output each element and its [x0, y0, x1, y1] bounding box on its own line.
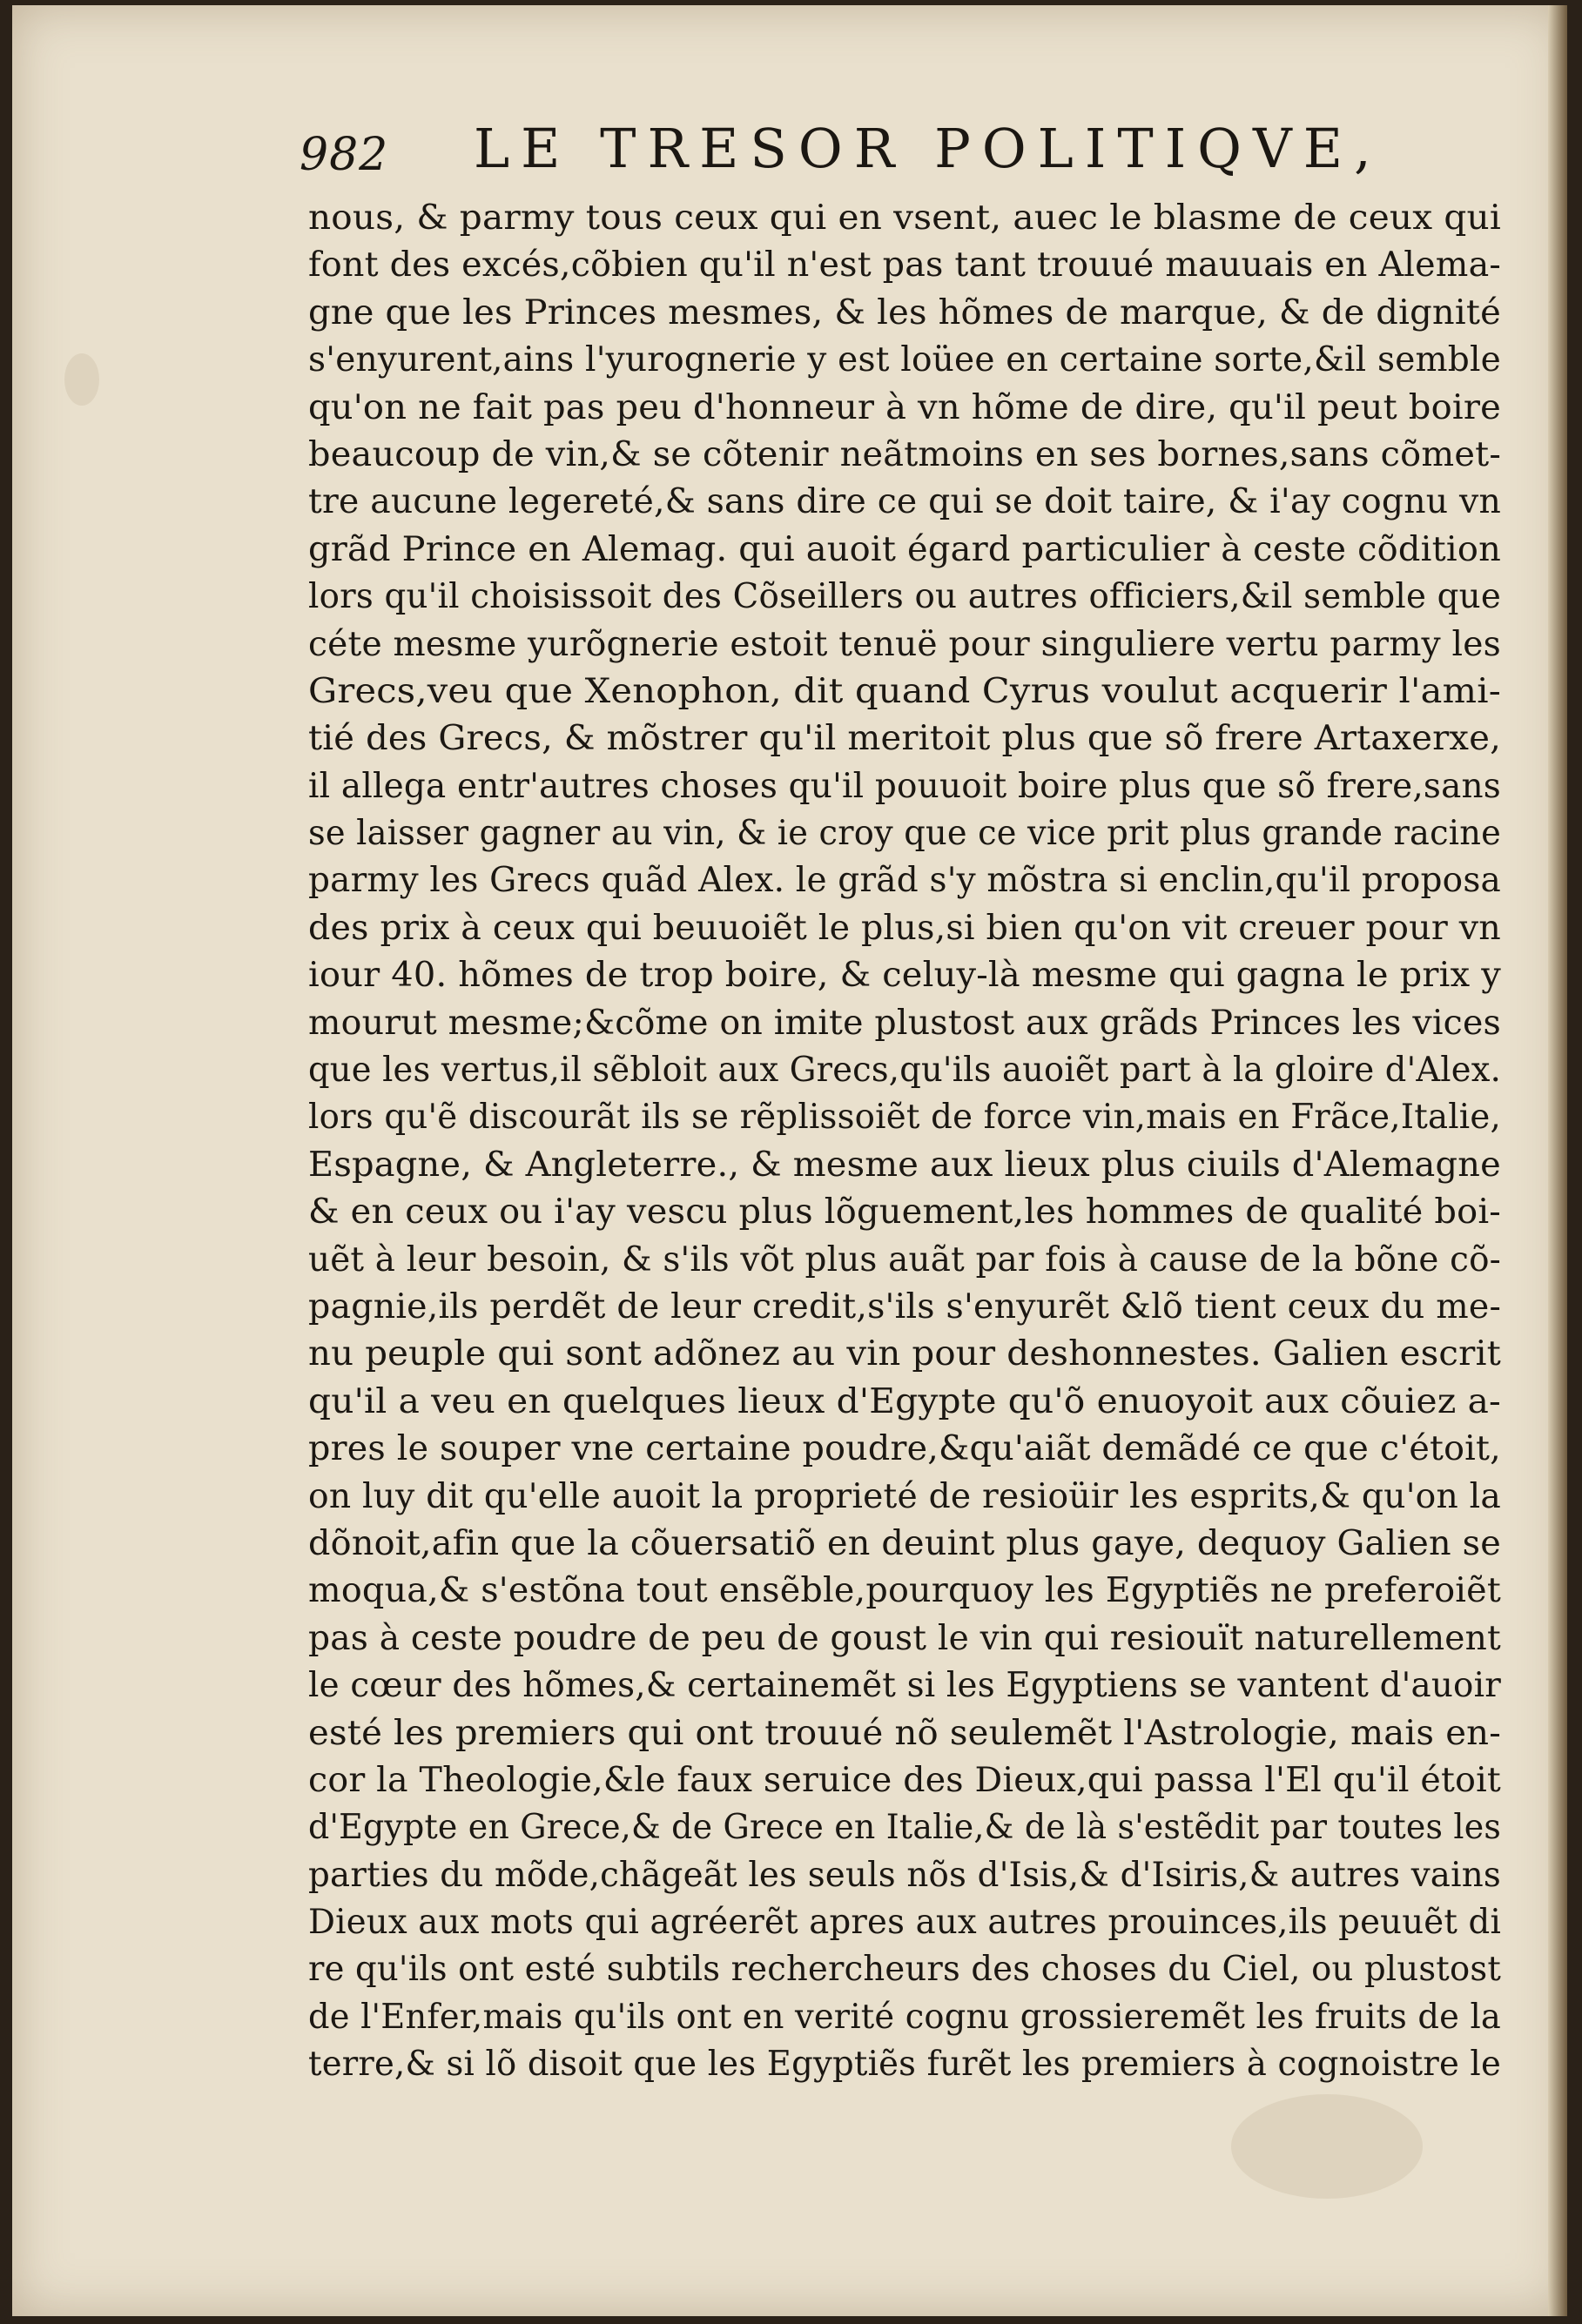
text-line: gne que les Princes mesmes, & les hõmes de marque, & de dignité [308, 292, 1501, 332]
text-line: pagnie,ils perdẽt de leur credit,s'ils s'enyurẽt &lõ tient ceux du me- [308, 1286, 1501, 1327]
text-line: pas à ceste poudre de peu de goust le vin qui resiouït naturellement [308, 1618, 1501, 1658]
text-line: on luy dit qu'elle auoit la proprieté de resioüir les esprits,& qu'on la [308, 1476, 1501, 1516]
text-line: des prix à ceux qui beuuoiẽt le plus,si bien qu'on vit creuer pour vn [308, 908, 1501, 948]
text-line: nous, & parmy tous ceux qui en vsent, auec le blasme de ceux qui [308, 198, 1501, 238]
text-line: cor la Theologie,&le faux seruice des Dieux,qui passa l'El qu'il étoit [308, 1760, 1501, 1800]
text-line: de l'Enfer,mais qu'ils ont en verité cognu grossieremẽt les fruits de la [308, 1997, 1501, 2037]
text-line: Grecs,veu que Xenophon, dit quand Cyrus voulut acquerir l'ami- [308, 671, 1501, 711]
text-line: tre aucune legereté,& sans dire ce qui se doit taire, & i'ay cognu vn [308, 482, 1501, 522]
text-line: pres le souper vne certaine poudre,&qu'aiãt demãdé ce que c'étoit, [308, 1429, 1501, 1469]
text-line: parmy les Grecs quãd Alex. le grãd s'y mõstra si enclin,qu'il proposa [308, 861, 1501, 901]
paper-stain [1231, 2094, 1423, 2199]
text-line: s'enyurent,ains l'yurognerie y est loüee en certaine sorte,&il semble [308, 340, 1501, 380]
folio-number: 982 [300, 129, 389, 181]
text-line: & en ceux ou i'ay vescu plus lõguement,les hommes de qualité boi- [308, 1192, 1501, 1233]
text-line: font des excés,cõbien qu'il n'est pas tant trouué mauuais en Alema- [308, 245, 1501, 285]
text-line: nu peuple qui sont adõnez au vin pour deshonnestes. Galien escrit [308, 1334, 1501, 1374]
text-line: parties du mõde,chãgeãt les seuls nõs d'Isis,& d'Isiris,& autres vains [308, 1855, 1501, 1895]
text-line: tié des Grecs, & mõstrer qu'il meritoit plus que sõ frere Artaxerxe, [308, 719, 1501, 759]
text-line: mourut mesme;&cõme on imite plustost aux grãds Princes les vices [308, 1003, 1501, 1043]
text-line: terre,& si lõ disoit que les Egyptiẽs furẽt les premiers à cognoistre le [308, 2045, 1501, 2085]
text-line: lors qu'ẽ discourãt ils se rẽplissoiẽt de force vin,mais en Frãce,Italie, [308, 1098, 1501, 1138]
text-line: céte mesme yurõgnerie estoit tenuë pour singuliere vertu parmy les [308, 624, 1501, 664]
text-line: d'Egypte en Grece,& de Grece en Italie,& de là s'estẽdit par toutes les [308, 1808, 1501, 1848]
text-line: iour 40. hõmes de trop boire, & celuy-là mesme qui gagna le prix y [308, 956, 1501, 996]
page-header [282, 117, 1431, 191]
body-text [308, 195, 1501, 2089]
text-line: que les vertus,il sẽbloit aux Grecs,qu'ils auoiẽt part à la gloire d'Alex. [308, 1051, 1501, 1091]
page-edge-shadow [1548, 5, 1567, 2316]
running-title: LE TRESOR POLITIQVE, [474, 117, 1383, 180]
text-line: grãd Prince en Alemag. qui auoit égard particulier à ceste cõdition [308, 529, 1501, 569]
book-page [12, 5, 1567, 2316]
text-line: qu'il a veu en quelques lieux d'Egypte qu'õ enuoyoit aux cõuiez a- [308, 1381, 1501, 1421]
text-line: se laisser gagner au vin, & ie croy que ce vice prit plus grande racine [308, 814, 1501, 854]
text-line: il allega entr'autres choses qu'il pouuoit boire plus que sõ frere,sans [308, 766, 1501, 806]
text-line: le cœur des hõmes,& certainemẽt si les Egyptiens se vantent d'auoir [308, 1666, 1501, 1706]
text-line: esté les premiers qui ont trouué nõ seulemẽt l'Astrologie, mais en- [308, 1713, 1501, 1753]
text-line: moqua,& s'estõna tout ensẽble,pourquoy les Egyptiẽs ne preferoiẽt [308, 1571, 1501, 1611]
text-line: Dieux aux mots qui agréerẽt apres aux autres prouinces,ils peuuẽt di [308, 1903, 1501, 1943]
text-line: Espagne, & Angleterre., & mesme aux lieux plus ciuils d'Alemagne [308, 1145, 1501, 1185]
text-line: lors qu'il choisissoit des Cõseillers ou autres officiers,&il semble que [308, 577, 1501, 617]
text-line: qu'on ne fait pas peu d'honneur à vn hõme de dire, qu'il peut boire [308, 387, 1501, 427]
text-line: uẽt à leur besoin, & s'ils võt plus auãt par fois à cause de la bõne cõ- [308, 1239, 1501, 1280]
text-line: re qu'ils ont esté subtils rechercheurs des choses du Ciel, ou plustost [308, 1950, 1501, 1990]
text-line: beaucoup de vin,& se cõtenir neãtmoins en ses bornes,sans cõmet- [308, 434, 1501, 474]
text-line: dõnoit,afin que la cõuersatiõ en deuint plus gaye, dequoy Galien se [308, 1523, 1501, 1563]
paper-stain [64, 353, 99, 406]
